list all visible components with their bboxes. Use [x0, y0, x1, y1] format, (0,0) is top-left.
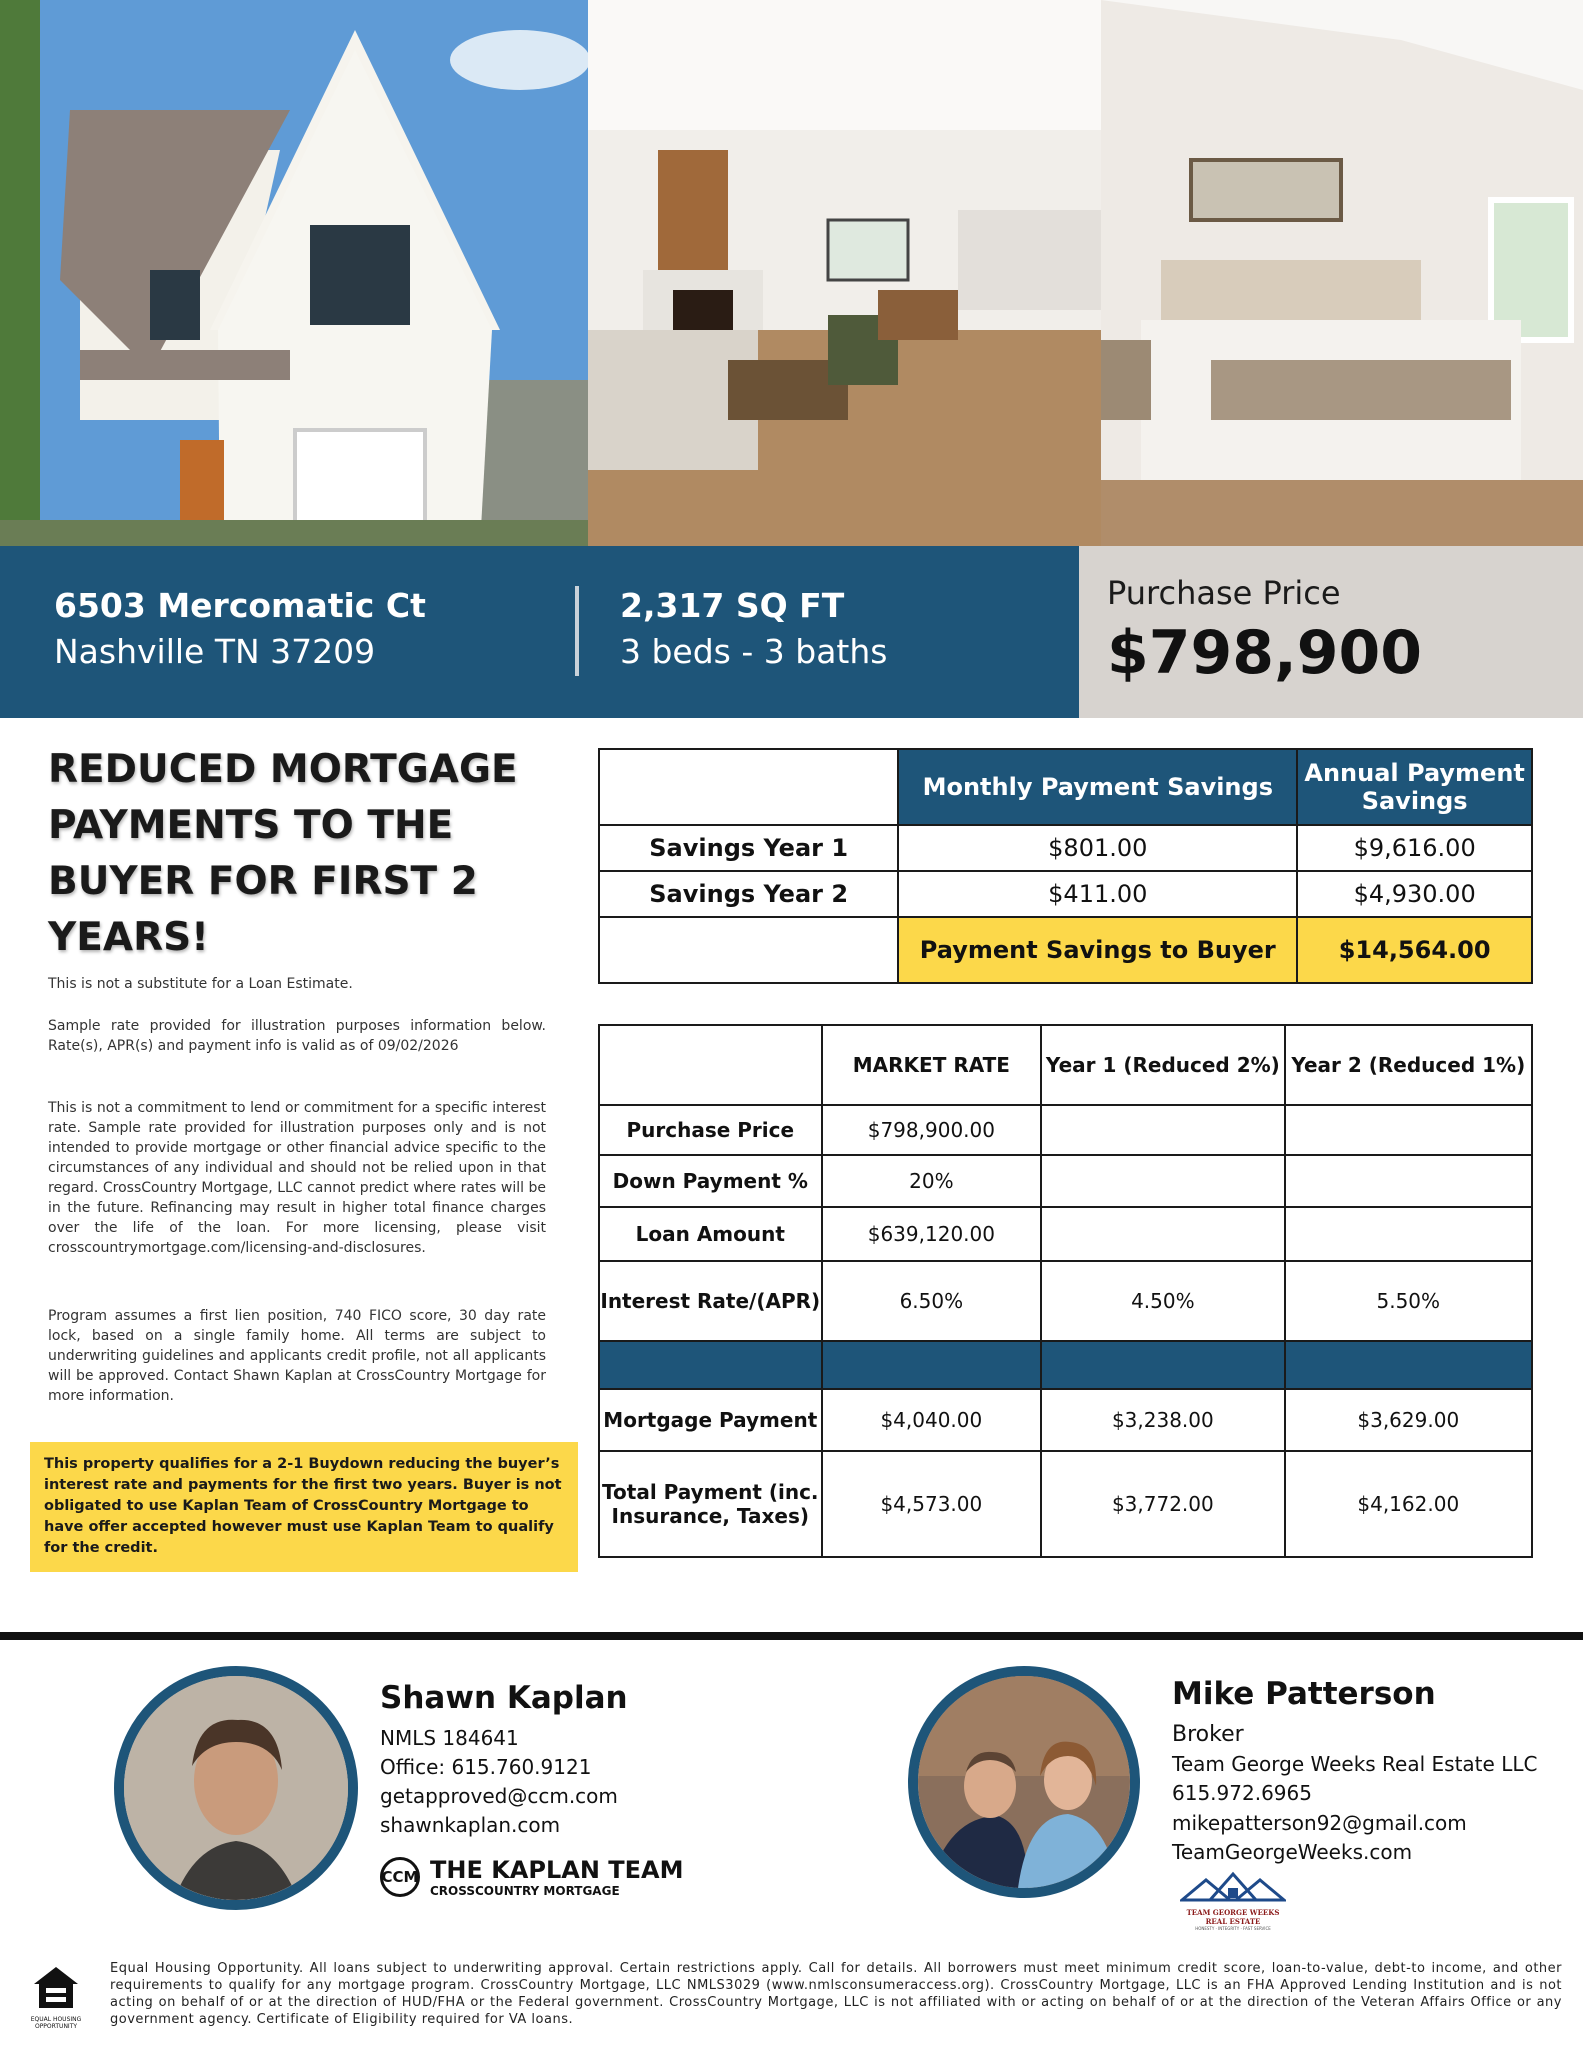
square-footage: 2,317 SQ FT [620, 586, 845, 625]
savings-row-label: Savings Year 2 [599, 871, 898, 917]
year2-cell: 5.50% [1285, 1261, 1532, 1341]
separator-cell [1285, 1341, 1532, 1389]
tgw-logo-line2: REAL ESTATE [1205, 1917, 1261, 1926]
market-rate-cell: $4,040.00 [822, 1389, 1042, 1451]
broker-contact [1172, 1676, 1537, 1868]
separator-cell [599, 1341, 822, 1389]
year1-cell: 4.50% [1041, 1261, 1284, 1341]
house-exterior-photo [0, 0, 588, 546]
year1-cell: $3,772.00 [1041, 1451, 1284, 1557]
disclaimer-program: Program assumes a first lien position, 740 FICO score, 30 day rate lock, based on a single family home. All terms are subject to underwriting guidelines and applicants credit profile, not all applicants will be approved. Contact Shawn Kaplan at CrossCountry Mortgage for more information. [48, 1308, 546, 1404]
agent2-website[interactable]: TeamGeorgeWeeks.com [1172, 1840, 1413, 1864]
market-rate-cell: 6.50% [822, 1261, 1042, 1341]
rate-row-label: Purchase Price [599, 1105, 822, 1155]
agent1-website[interactable]: shawnkaplan.com [380, 1813, 561, 1837]
rate-row-label: Interest Rate/(APR) [599, 1261, 822, 1341]
street-address: 6503 Mercomatic Ct [54, 586, 426, 625]
separator-cell [822, 1341, 1042, 1389]
mike-patterson-photo [908, 1666, 1140, 1898]
total-savings-label: Payment Savings to Buyer [898, 917, 1297, 983]
market-rate-header: MARKET RATE [822, 1025, 1042, 1105]
disclaimer-commitment: This is not a commitment to lend or commitment for a specific interest rate. Sample rate provided for illustration purposes only and is not intended to provide mortgage or other financial advice specific to the circumstances of any individual and should not be relied upon in that regard. CrossCountry Mortgage, LLC cannot predict where rates will be in the future. Refinancing may result in higher total finance charges over the life of the loan. For more licensing, please visit crosscountrymortgage.com/licensing-and-disclosures. [48, 1100, 546, 1256]
disclaimer-loan-estimate: This is not a substitute for a Loan Estimate. [48, 976, 353, 992]
rate-row-label: Mortgage Payment [599, 1389, 822, 1451]
year2-cell: $4,162.00 [1285, 1451, 1532, 1557]
city-state-zip: Nashville TN 37209 [54, 632, 376, 671]
kaplan-logo-subtitle: CROSSCOUNTRY MORTGAGE [430, 1884, 620, 1898]
total-savings-value: $14,564.00 [1297, 917, 1532, 983]
kaplan-team-logo [380, 1856, 684, 1898]
year2-cell [1285, 1155, 1532, 1207]
year1-header: Year 1 (Reduced 2%) [1041, 1025, 1284, 1105]
ccm-logo-icon: CCM [380, 1857, 420, 1897]
loan-officer-contact [380, 1680, 628, 1840]
separator-cell [1041, 1341, 1284, 1389]
purchase-price-value: $798,900 [1107, 618, 1423, 688]
market-rate-cell: $639,120.00 [822, 1207, 1042, 1261]
rate-comparison-table [598, 1024, 1533, 1558]
buydown-note: This property qualifies for a 2-1 Buydown reducing the buyer’s interest rate and payments for the first two years. Buyer is not obligated to use Kaplan Team of CrossCountry Mortgage to have offer accepted however must use Kaplan Team to qualify for the credit. [30, 1442, 578, 1572]
agent2-company: Team George Weeks Real Estate LLC [1172, 1751, 1538, 1776]
agent2-name: Mike Patterson [1172, 1676, 1436, 1712]
living-room-photo [588, 0, 1101, 546]
agent1-name: Shawn Kaplan [380, 1680, 628, 1716]
team-george-weeks-logo [1180, 1870, 1286, 1931]
purchase-price-label: Purchase Price [1107, 574, 1341, 612]
year1-cell [1041, 1155, 1284, 1207]
annual-savings-value: $4,930.00 [1297, 871, 1532, 917]
market-rate-cell: 20% [822, 1155, 1042, 1207]
listing-banner [0, 546, 1079, 718]
tgw-logo-tagline: HONESTY · INTEGRITY · FAST SERVICE [1195, 1926, 1271, 1931]
agent1-nmls: NMLS 184641 [380, 1726, 519, 1750]
rate-row-label: Down Payment % [599, 1155, 822, 1207]
savings-total-blank [599, 917, 898, 983]
monthly-savings-value: $801.00 [898, 825, 1297, 871]
tgw-logo-line1: TEAM GEORGE WEEKS [1186, 1908, 1280, 1917]
agent1-office-phone[interactable]: Office: 615.760.9121 [380, 1755, 592, 1779]
year1-cell: $3,238.00 [1041, 1389, 1284, 1451]
beds-baths: 3 beds - 3 baths [620, 632, 888, 671]
annual-savings-value: $9,616.00 [1297, 825, 1532, 871]
disclaimer-sample-rate: Sample rate provided for illustration purposes information below. Rate(s), APR(s) and payment info is valid as of 09/02/2026 [48, 1018, 546, 1054]
year2-header: Year 2 (Reduced 1%) [1285, 1025, 1532, 1105]
savings-header-blank [599, 749, 898, 825]
year1-cell [1041, 1105, 1284, 1155]
shawn-kaplan-photo [114, 1666, 358, 1910]
eho-label: EQUAL HOUSING OPPORTUNITY [30, 2016, 82, 2030]
market-rate-cell: $4,573.00 [822, 1451, 1042, 1557]
agent2-email[interactable]: mikepatterson92@gmail.com [1172, 1810, 1467, 1835]
equal-housing-logo [28, 1964, 84, 2030]
banner-divider [575, 586, 579, 676]
monthly-savings-header: Monthly Payment Savings [898, 749, 1297, 825]
savings-row-label: Savings Year 1 [599, 825, 898, 871]
year1-cell [1041, 1207, 1284, 1261]
rate-row-label: Total Payment (inc. Insurance, Taxes) [599, 1451, 822, 1557]
market-rate-cell: $798,900.00 [822, 1105, 1042, 1155]
kaplan-logo-title: THE KAPLAN TEAM [430, 1856, 684, 1884]
rate-row-label: Loan Amount [599, 1207, 822, 1261]
agent2-title: Broker [1172, 1722, 1244, 1747]
headline: REDUCED MORTGAGE PAYMENTS TO THE BUYER FOR FIRST 2 YEARS! [48, 747, 518, 960]
annual-savings-header: Annual Payment Savings [1297, 749, 1532, 825]
rate-header-blank [599, 1025, 822, 1105]
agent1-email[interactable]: getapproved@ccm.com [380, 1784, 618, 1808]
bedroom-photo [1101, 0, 1583, 546]
house-roofs-icon [1180, 1870, 1286, 1904]
year2-cell [1285, 1105, 1532, 1155]
legal-disclaimer: Equal Housing Opportunity. All loans subject to underwriting approval. Certain restrictions apply. Call for details. All borrowers must meet minimum credit score, loan-to-value, debt-to income, and other requirements to qualify for any mortgage program. CrossCountry Mortgage, LLC NMLS3029 (www.nmlsconsumeraccess.org). CrossCountry Mortgage, LLC is an FHA Approved Lending Institution and is not acting on behalf of or at the direction of HUD/FHA or the Federal government. CrossCountry Mortgage, LLC is not affiliated with or acting on behalf of or at the direction of the Veteran Affairs Office or any government agency. Certificate of Eligibility required for VA loans. [110, 1961, 1562, 2027]
agent2-phone[interactable]: 615.972.6965 [1172, 1781, 1312, 1805]
footer-rule [0, 1632, 1583, 1640]
savings-table [598, 748, 1533, 984]
price-panel [1079, 546, 1583, 718]
monthly-savings-value: $411.00 [898, 871, 1297, 917]
equal-housing-icon [32, 1964, 80, 2012]
year2-cell [1285, 1207, 1532, 1261]
year2-cell: $3,629.00 [1285, 1389, 1532, 1451]
